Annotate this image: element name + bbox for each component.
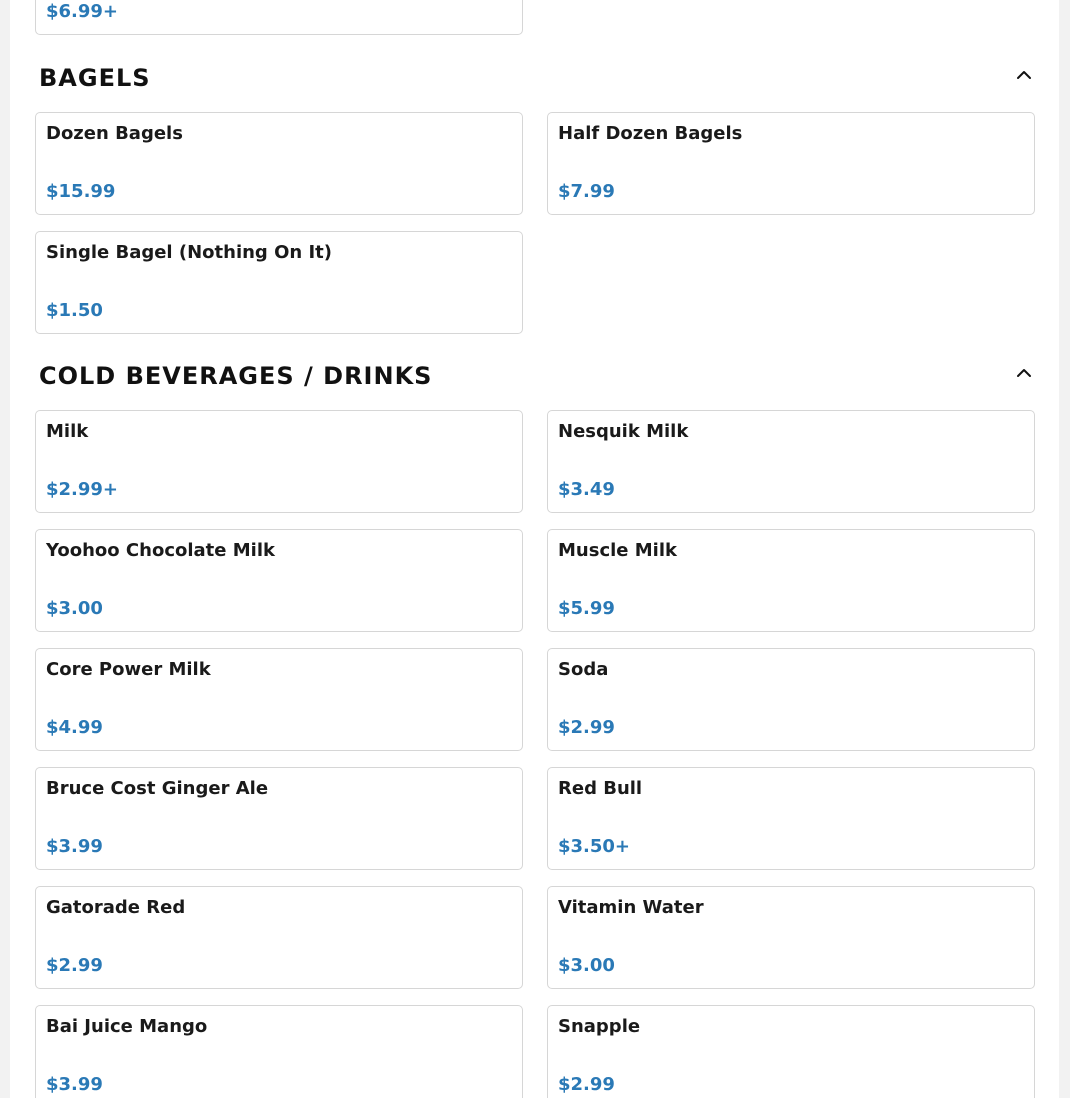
menu-item-name: Nesquik Milk [558, 421, 689, 442]
chevron-up-icon[interactable] [1015, 66, 1033, 84]
menu-item-price: $3.00 [46, 598, 103, 619]
menu-item-price: $3.99 [46, 836, 103, 857]
section-title: BAGELS [39, 64, 151, 92]
menu-item-card[interactable] [547, 410, 1035, 513]
chevron-up-icon[interactable] [1015, 364, 1033, 382]
menu-item-price: $2.99 [558, 1074, 615, 1095]
menu-item-card[interactable] [547, 886, 1035, 989]
menu-item-card[interactable] [35, 231, 523, 334]
menu-item-price: $3.49 [558, 479, 615, 500]
menu-item-name: Yoohoo Chocolate Milk [46, 540, 275, 561]
menu-item-card[interactable] [35, 886, 523, 989]
menu-page [10, 0, 1059, 1098]
menu-item-price: $3.00 [558, 955, 615, 976]
menu-item-card[interactable] [35, 0, 523, 35]
menu-item-price: $7.99 [558, 181, 615, 202]
menu-item-card[interactable] [547, 112, 1035, 215]
menu-item-name: Core Power Milk [46, 659, 211, 680]
menu-item-card[interactable] [35, 529, 523, 632]
section-header-cold-beverages[interactable] [35, 362, 1033, 402]
menu-item-name: Single Bagel (Nothing On It) [46, 242, 332, 263]
menu-item-price: $2.99 [558, 717, 615, 738]
menu-item-name: Snapple [558, 1016, 641, 1037]
menu-item-name: Vitamin Water [558, 897, 704, 918]
menu-item-price: $5.99 [558, 598, 615, 619]
menu-item-price: $3.99 [46, 1074, 103, 1095]
menu-item-name: Gatorade Red [46, 897, 186, 918]
menu-item-name: Half Dozen Bagels [558, 123, 743, 144]
menu-item-price: $6.99+ [46, 1, 119, 22]
menu-item-card[interactable] [35, 1005, 523, 1098]
menu-item-card[interactable] [547, 767, 1035, 870]
menu-item-card[interactable] [547, 1005, 1035, 1098]
menu-item-price: $1.50 [46, 300, 103, 321]
menu-item-card[interactable] [35, 767, 523, 870]
menu-item-name: Bruce Cost Ginger Ale [46, 778, 269, 799]
menu-item-name: Soda [558, 659, 609, 680]
menu-item-price: $2.99 [46, 955, 103, 976]
section-title: COLD BEVERAGES / DRINKS [39, 362, 433, 390]
menu-item-card[interactable] [547, 529, 1035, 632]
menu-item-name: Muscle Milk [558, 540, 677, 561]
menu-item-card[interactable] [35, 410, 523, 513]
menu-item-name: Bai Juice Mango [46, 1016, 208, 1037]
section-header-bagels[interactable] [35, 64, 1033, 104]
menu-item-price: $4.99 [46, 717, 103, 738]
menu-item-name: Dozen Bagels [46, 123, 183, 144]
menu-item-name: Milk [46, 421, 89, 442]
menu-item-card[interactable] [35, 648, 523, 751]
menu-item-price: $15.99 [46, 181, 116, 202]
menu-item-price: $2.99+ [46, 479, 119, 500]
menu-item-name: Red Bull [558, 778, 643, 799]
menu-item-price: $3.50+ [558, 836, 631, 857]
menu-item-card[interactable] [35, 112, 523, 215]
menu-item-card[interactable] [547, 648, 1035, 751]
